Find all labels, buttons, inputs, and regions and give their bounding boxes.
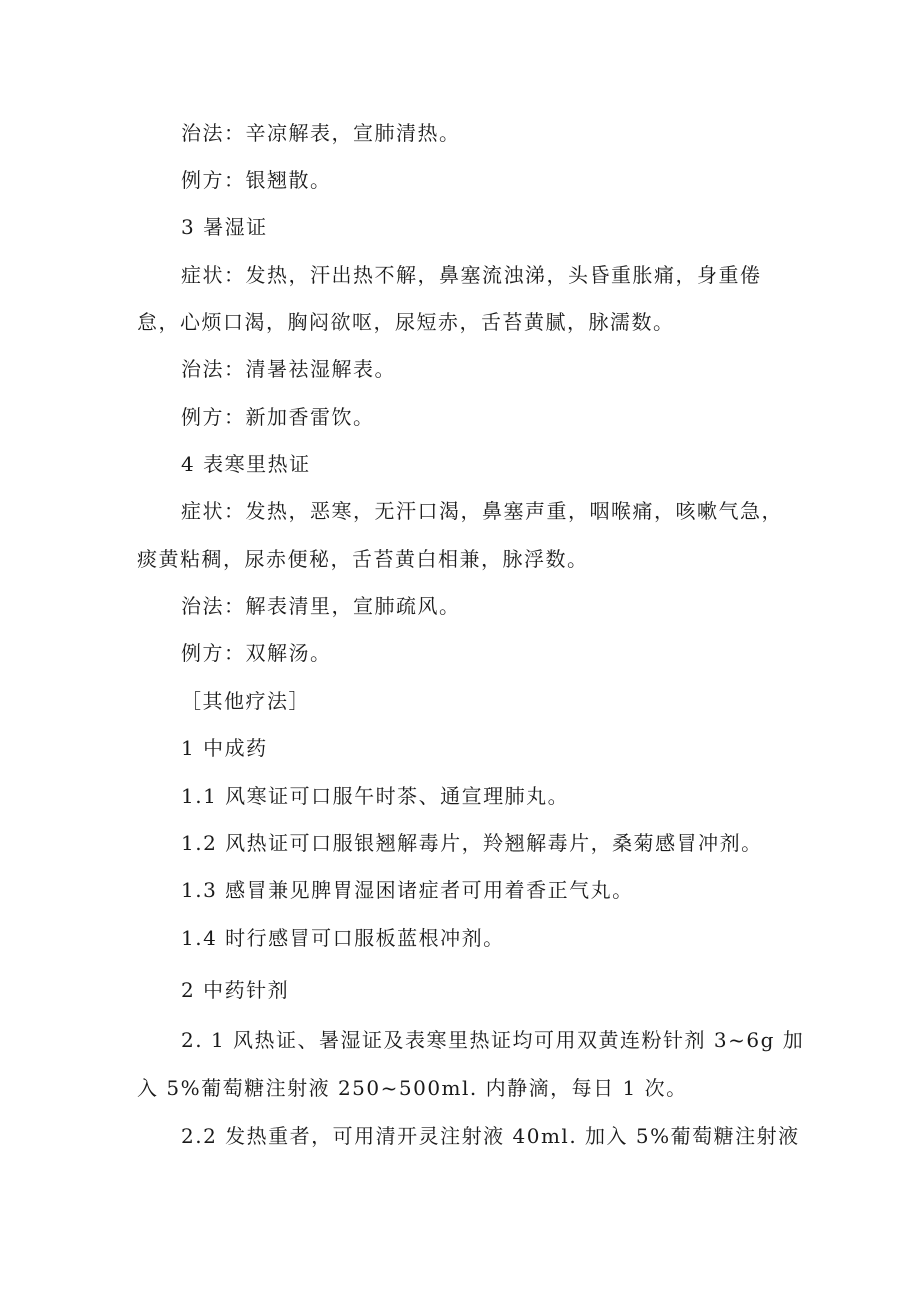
section-heading: 3 暑湿证 bbox=[181, 215, 268, 239]
section-heading: 2 中药针剂 bbox=[181, 978, 290, 1002]
list-item: 1.3 感冒兼见脾胃湿困诸症者可用着香正气丸。 bbox=[181, 878, 634, 902]
list-item-continued: 入 5%葡萄糖注射液 250~500ml. 内静滴，每日 1 次。 bbox=[137, 1076, 688, 1100]
list-item: 1.1 风寒证可口服午时茶、通宣理肺丸。 bbox=[181, 784, 570, 808]
prescription-line: 例方：双解汤。 bbox=[181, 641, 332, 665]
section-heading: 1 中成药 bbox=[181, 736, 268, 760]
section-heading: ［其他疗法］ bbox=[181, 689, 310, 713]
list-item: 1.4 时行感冒可口服板蓝根冲剂。 bbox=[181, 926, 505, 950]
symptom-line-continued: 怠，心烦口渴，胸闷欲呕，尿短赤，舌苔黄腻，脉濡数。 bbox=[137, 310, 675, 334]
list-item: 1.2 风热证可口服银翘解毒片，羚翘解毒片，桑菊感冒冲剂。 bbox=[181, 831, 763, 855]
list-item: 2.2 发热重者，可用清开灵注射液 40ml. 加入 5%葡萄糖注射液 bbox=[181, 1124, 800, 1148]
list-item: 2. 1 风热证、暑湿证及表寒里热证均可用双黄连粉针剂 3~6g 加 bbox=[181, 1028, 805, 1052]
symptom-line: 症状：发热，汗出热不解，鼻塞流浊涕，头昏重胀痛，身重倦 bbox=[181, 263, 762, 287]
prescription-line: 例方：新加香雷饮。 bbox=[181, 405, 375, 429]
treatment-line: 治法：辛凉解表，宣肺清热。 bbox=[181, 121, 461, 145]
treatment-line: 治法：清暑祛湿解表。 bbox=[181, 357, 396, 381]
section-heading: 4 表寒里热证 bbox=[181, 452, 311, 476]
symptom-line: 症状：发热，恶寒，无汗口渴，鼻塞声重，咽喉痛，咳嗽气急， bbox=[181, 499, 783, 523]
treatment-line: 治法：解表清里，宣肺疏风。 bbox=[181, 594, 461, 618]
prescription-line: 例方：银翘散。 bbox=[181, 168, 332, 192]
symptom-line-continued: 痰黄粘稠，尿赤便秘，舌苔黄白相兼，脉浮数。 bbox=[137, 547, 589, 571]
